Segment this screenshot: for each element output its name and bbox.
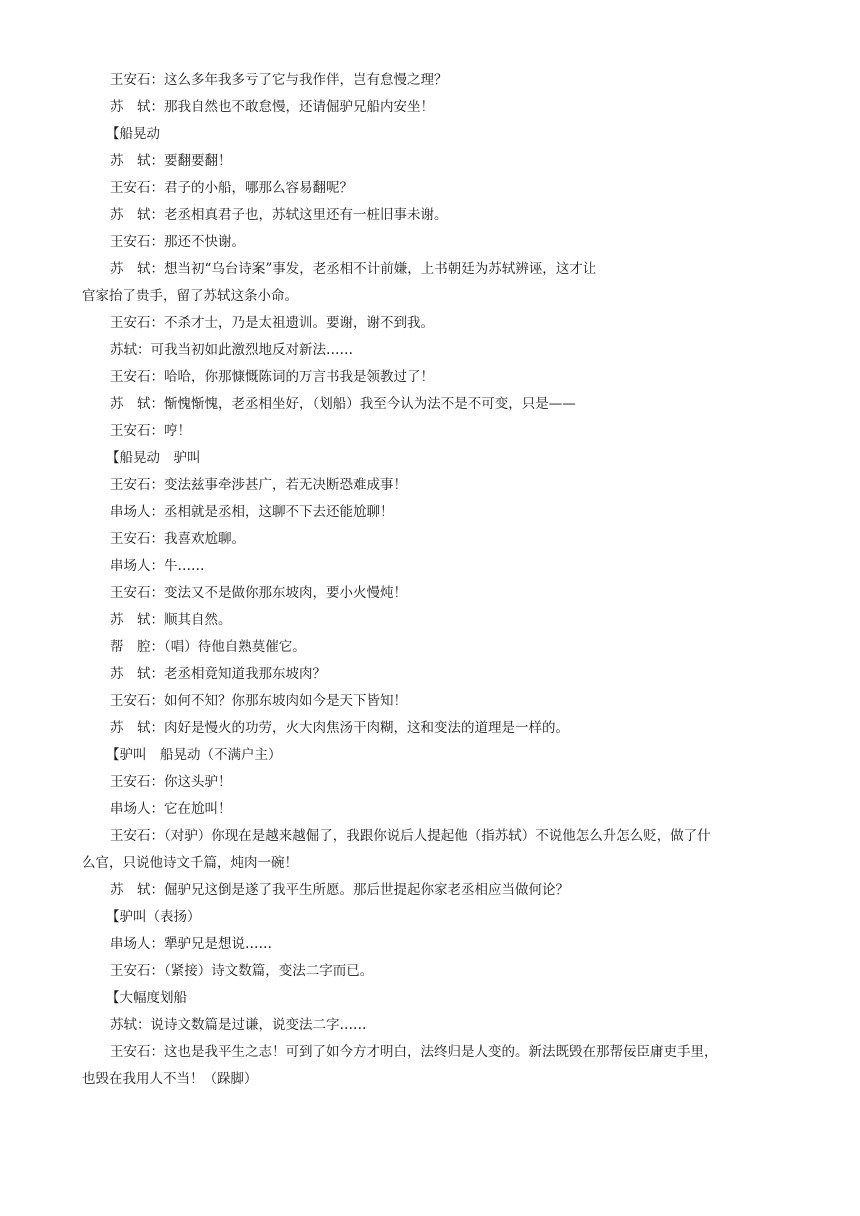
dialogue-line: 王安石：我喜欢尬聊。 [110, 531, 245, 547]
dialogue-line: 串场人：牛…… [110, 558, 205, 574]
dialogue-line-continuation: 么官，只说他诗文千篇，炖肉一碗！ [82, 855, 298, 871]
dialogue-line: 王安石：君子的小船，哪那么容易翻呢？ [110, 180, 353, 196]
dialogue-line: 王安石：你这头驴！ [110, 774, 232, 790]
stage-direction: 【船晃动 [106, 126, 160, 142]
dialogue-line: 苏 轼：肉好是慢火的功劳，火大肉焦汤干肉糊，这和变法的道理是一样的。 [110, 720, 569, 736]
stage-direction: 【驴叫（表扬） [106, 909, 201, 925]
dialogue-line: 苏 轼：倔驴兄这倒是遂了我平生所愿。那后世提起你家老丞相应当做何论？ [110, 882, 569, 898]
stage-direction: 【大幅度划船 [106, 990, 187, 1006]
dialogue-line: 苏轼：可我当初如此激烈地反对新法…… [110, 342, 353, 358]
dialogue-line: 王安石：（紧接）诗文数篇，变法二字而已。 [110, 963, 374, 979]
dialogue-line-continuation: 官家抬了贵手，留了苏轼这条小命。 [82, 288, 298, 304]
dialogue-line: 苏 轼：要翻要翻！ [110, 153, 232, 169]
dialogue-line: 王安石：（对驴）你现在是越来越倔了，我跟你说后人提起他（指苏轼）不说他怎么升怎么贬，做了什 [110, 828, 711, 844]
dialogue-line: 苏 轼：顺其自然。 [110, 612, 232, 628]
dialogue-line: 串场人：犟驴兄是想说…… [110, 936, 272, 952]
dialogue-line: 王安石：变法兹事牵涉甚广，若无决断恐难成事！ [110, 477, 407, 493]
stage-direction: 【船晃动 驴叫 [106, 450, 201, 466]
dialogue-line: 串场人：它在尬叫！ [110, 801, 232, 817]
dialogue-line: 王安石：哼！ [110, 423, 191, 439]
dialogue-line: 王安石：那还不快谢。 [110, 234, 245, 250]
dialogue-line: 串场人：丞相就是丞相，这聊不下去还能尬聊！ [110, 504, 394, 520]
dialogue-line: 王安石：如何不知？你那东坡肉如今是天下皆知！ [110, 693, 407, 709]
dialogue-line: 苏 轼：想当初“乌台诗案”事发，老丞相不计前嫌，上书朝廷为苏轼辨诬，这才让 [110, 261, 597, 277]
dialogue-line: 王安石：变法又不是做你那东坡肉，要小火慢炖！ [110, 585, 407, 601]
dialogue-line: 帮 腔：（唱）待他自熟莫催它。 [110, 639, 306, 655]
dialogue-line: 王安石：这也是我平生之志！可到了如今方才明白，法终归是人变的。新法既毁在那帮佞臣庸吏手里， [110, 1044, 718, 1060]
dialogue-line-continuation: 也毁在我用人不当！（跺脚） [82, 1071, 258, 1087]
dialogue-line: 王安石：这么多年我多亏了它与我作伴，岂有怠慢之理？ [110, 72, 448, 88]
dialogue-line: 苏 轼：那我自然也不敢怠慢，还请倔驴兄船内安坐！ [110, 99, 434, 115]
dialogue-line: 王安石：不杀才士，乃是太祖遗训。要谢，谢不到我。 [110, 315, 434, 331]
dialogue-line: 苏轼：说诗文数篇是过谦，说变法二字…… [110, 1017, 367, 1033]
dialogue-line: 苏 轼：老丞相真君子也，苏轼这里还有一桩旧事未谢。 [110, 207, 448, 223]
stage-direction: 【驴叫 船晃动（不满户主） [106, 747, 282, 763]
dialogue-line: 苏 轼：老丞相竟知道我那东坡肉？ [110, 666, 326, 682]
dialogue-line: 苏 轼：惭愧惭愧，老丞相坐好，（划船）我至今认为法不是不可变，只是—— [110, 396, 576, 412]
dialogue-line: 王安石：哈哈，你那慷慨陈词的万言书我是领教过了！ [110, 369, 434, 385]
